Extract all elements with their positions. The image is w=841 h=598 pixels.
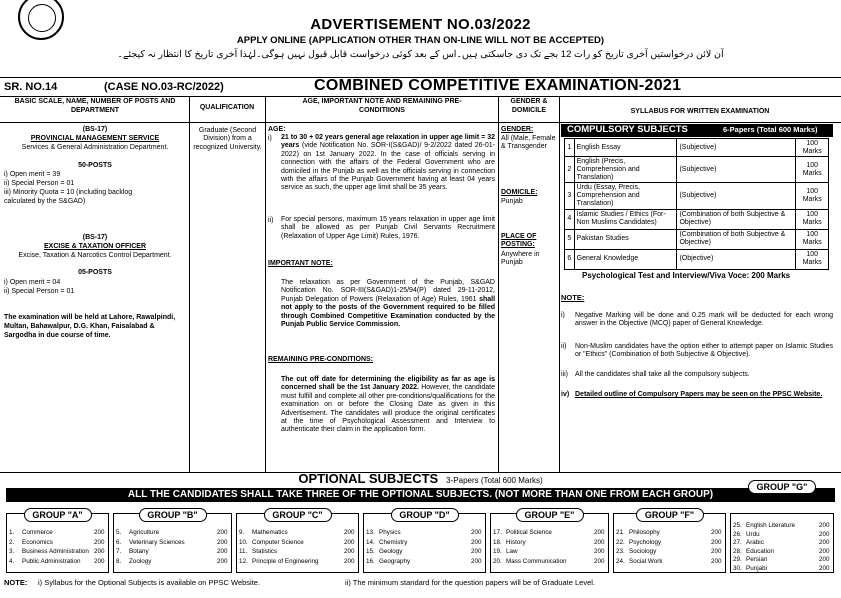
optional-subject-number: 16. [366,557,375,565]
subject-no: 2 [565,157,575,183]
gender-label: GENDER: [501,126,534,133]
optional-subject-name: Commerce [22,529,53,536]
optional-subject-marks: 200 [94,548,105,555]
subject-marks: 100 Marks [796,183,829,209]
compulsory-table [564,138,829,270]
optional-subject-name: Chemistry [379,538,408,546]
subject-name: Islamic Studies / Ethics (For-Non Muslims Candidates) [574,209,677,229]
optional-subject-number: 25. [733,522,742,529]
subject-no: 5 [565,229,575,249]
age-point-ii: For special persons, maximum 15 years relaxation in upper age limit shall be allowed as per Punjab Civil Servants Recruitment (Relaxation of Upper Age Limit) Rules, 1976. [281,216,495,240]
optional-subject-marks: 200 [819,522,830,529]
optional-subject-number: 11. [239,548,248,555]
subject-marks: 100 Marks [796,209,829,229]
optional-subject-name: Computer Science [252,538,304,546]
optional-subject-marks: 200 [819,530,830,538]
qualification-text: Graduate (Second Division) from a recognized University. [193,127,262,151]
post2-quota-1: i) Open merit = 04 [4,279,61,286]
subject-row [565,229,829,249]
post1-quota-2: ii) Special Person = 01 [4,180,75,187]
optional-subject-number: 30. [733,565,742,572]
optional-subject-name: Persian [746,556,768,564]
optional-subject-name: Physics [379,529,401,536]
syllabus-note-number: iv) [561,391,570,398]
subject-marks: 100 Marks [796,229,829,249]
subject-name: English Essay [574,139,677,157]
optional-subject-number: 24. [616,557,625,565]
age-point-i: 21 to 30 + 02 years general age relaxation in upper age limit = 32 years (vide Notification No. SOR-I(S&GAD)/ 9-2/2022 dated 26-01-2022) on 1st January 2022. In the case of officials serving in connection with the affairs of the Federal Government who are domiciled in the Punjab as well as the officials serving in connection with the affairs of the Punjab Government having at least 04 years service as such, the upper age limit shall be 35 years. [281,134,495,192]
optional-subject-name: Geology [379,548,403,555]
optional-subject-number: 28. [733,547,742,555]
optional-subject-marks: 200 [594,557,605,565]
psych-test: Psychological Test and Interview/Viva Voce: 200 Marks [582,271,791,280]
optional-subject-number: 2. [9,538,15,546]
subject-type: (Objective) [677,249,796,269]
optional-subject-marks: 200 [94,538,105,546]
optional-subject-number: 10. [239,538,248,546]
col-age: AGE, IMPORTANT NOTE AND REMAINING PRE-CONDITIIONS [302,98,462,114]
optional-subject-name: Zoology [129,557,152,565]
optional-subject-number: 14. [366,538,375,546]
optional-subject-marks: 200 [471,557,482,565]
subject-name: General Knowledge [574,249,677,269]
footer-note-i: i) Syllabus for the Optional Subjects is available on PPSC Website. [38,578,261,587]
optional-subject-name: Social Work [629,557,663,565]
syllabus-note-text: Non-Muslim candidates have the option either to attempt paper on Islamic Studies or "Ethics" (Combination of both Subjective & Objective). [575,343,833,359]
subject-name: Pakistan Studies [574,229,677,249]
optional-subject-number: 23. [616,548,625,555]
optional-subject-marks: 200 [711,529,722,536]
domicile-text: Punjab [501,198,523,205]
optional-subject-name: English Literature [746,522,796,529]
post1-quota-4: calculated by the S&GAD) [4,198,86,205]
subject-type: (Subjective) [677,183,796,209]
subject-row [565,139,829,157]
optional-subject-marks: 200 [217,529,228,536]
post1-count: 50-POSTS [78,162,112,169]
optional-subject-name: Sociology [629,548,657,555]
optional-subject-marks: 200 [819,565,830,572]
compulsory-label: COMPULSORY SUBJECTS [567,124,688,135]
optional-subject-marks: 200 [819,539,830,547]
optional-subject-marks: 200 [711,538,722,546]
optional-subject-marks: 200 [594,538,605,546]
optional-subject-number: 8. [116,557,122,565]
col-qualification: QUALIFICATION [199,104,255,111]
post1-name: PROVINCIAL MANAGEMENT SERVICE [30,135,160,142]
optional-subject-number: 3. [9,548,15,555]
urdu-notice: آن لائن درخواستیں آخری تاریخ کو رات 12 بجے تک دی جاسکتی ہیں۔اس کے بعد کوئی درخواست قابل قبول نہیں ہوگی۔لہٰذا آخری تاریخ کا انتظار نہ کیجئے۔ [117,49,724,60]
syllabus-note-number: iii) [561,371,568,378]
optional-subject-number: 17. [493,529,502,536]
post1-quota-3: iii) Minority Quota = 10 (including backlog [4,189,133,196]
subject-no: 3 [565,183,575,209]
age-label: AGE: [268,126,286,133]
post2-quota-2: ii) Special Person = 01 [4,288,75,295]
optional-subject-number: 27. [733,539,742,547]
optional-subject-name: Political Science [506,529,552,536]
optional-subject-number: 13. [366,529,375,536]
optional-subject-marks: 200 [471,548,482,555]
optional-subject-marks: 200 [217,557,228,565]
optional-subject-name: Public Administration [22,557,81,565]
optional-subject-marks: 200 [594,548,605,555]
footer-note-label: NOTE: [4,578,28,587]
optional-subject-marks: 200 [471,538,482,546]
optional-subject-marks: 200 [217,538,228,546]
optional-instruction: ALL THE CANDIDATES SHALL TAKE THREE OF THE OPTIONAL SUBJECTS. (NOT MORE THAN ONE FROM EACH GROUP) [6,488,835,502]
optional-subject-number: 5. [116,529,122,536]
subject-name: English (Precis, Comprehension and Translation) [574,157,677,183]
subject-row [565,157,829,183]
subject-marks: 100 Marks [796,139,829,157]
col-syllabus: SYLLABUS FOR WRITTEN EXAMINATION [630,108,770,115]
optional-subject-name: Botany [129,548,149,555]
apply-online-notice: APPLY ONLINE (APPLICATION OTHER THAN ON-LINE WILL NOT BE ACCEPTED) [236,35,605,46]
optional-group-title: GROUP "C" [264,508,332,522]
syllabus-note-label: NOTE: [561,293,585,302]
optional-subject-marks: 200 [217,548,228,555]
place-text: Anywhere in Punjab [501,251,540,267]
optional-group-title: GROUP "B" [139,508,207,522]
col-basic-scale: BASIC SCALE, NAME, NUMBER OF POSTS AND DEPARTMENT [14,98,176,114]
advertisement-title: ADVERTISEMENT NO.03/2022 [310,16,531,33]
place-label: PLACE OF POSTING: [501,233,537,249]
optional-subject-name: Philosophy [629,529,660,536]
subject-no: 1 [565,139,575,157]
post2-department: Excise, Taxation & Narcotics Control Department. [18,252,172,259]
optional-subject-marks: 200 [471,529,482,536]
optional-subject-name: Mass Communication [506,557,567,565]
optional-subject-name: Education [746,547,775,555]
optional-subject-number: 6. [116,538,122,546]
optional-subject-number: 4. [9,557,15,565]
syllabus-note-number: i) [561,312,565,319]
optional-subject-name: Law [506,548,518,555]
optional-subject-number: 9. [239,529,245,536]
compulsory-bar [561,124,833,137]
optional-subject-name: Psychology [629,538,662,546]
post2-scale: (BS-17) [82,234,108,241]
post1-department: Services & General Administration Department. [21,144,169,151]
subject-row [565,183,829,209]
optional-subject-name: Mathematics [252,529,288,536]
subject-type: (Subjective) [677,139,796,157]
optional-subject-number: 7. [116,548,122,555]
post2-name: EXCISE & TAXATION OFFICER [43,243,147,250]
subject-type: (Combination of both Subjective & Objective) [677,229,796,249]
footer-note-ii: ii) The minimum standard for the question papers will be of Graduate Level. [345,578,595,587]
optional-subject-name: Statistics [252,548,278,555]
optional-subject-number: 18. [493,538,502,546]
post1-quota-1: i) Open merit = 39 [4,171,61,178]
syllabus-note-number: ii) [561,343,567,350]
optional-subject-marks: 200 [344,557,355,565]
optional-group-title: GROUP "F" [636,508,704,522]
important-note-label: IMPORTANT NOTE: [268,260,333,267]
optional-subject-marks: 200 [819,556,830,564]
optional-subject-marks: 200 [344,529,355,536]
optional-subject-name: Urdu [746,530,760,538]
optional-subject-number: 19. [493,548,502,555]
optional-title: OPTIONAL SUBJECTS [298,471,439,486]
optional-subject-marks: 200 [344,548,355,555]
subject-type: (Subjective) [677,157,796,183]
optional-subject-number: 15. [366,548,375,555]
optional-subject-marks: 200 [711,557,722,565]
compulsory-papers: 6-Papers (Total 600 Marks) [723,125,818,134]
optional-subject-marks: 200 [94,529,105,536]
advertisement-page: ADVERTISEMENT NO.03/2022 APPLY ONLINE (APPLICATION OTHER THAN ON-LINE WILL NOT BE ACCEPTED) آن لائن درخواستیں آخری تاریخ کو رات 12 بجے تک دی جاسکتی ہیں۔اس کے بعد کوئی درخواست قابل قبول نہیں ہوگی۔لہٰذا آخری تاریخ کا انتظار نہ کیجئے۔ SR. NO.14 (CASE NO.03-RC/2022) COMBINED COMPETITIVE EXAMINATION-2021 BASIC SCALE, NAME, NUMBER OF POSTS AND DEPARTMENT QUALIFICATION AGE, IMPORTANT NOTE AND REMAINING PRE-CONDITIIONS GENDER & DOMICILE SYLLABUS FOR WRITTEN EXAMINATION (BS-17) PROVINCIAL MANAGEMENT SERVICE Services & General Administration Department. 50-POSTS i) Open merit = 39 ii) Special Person = 01 iii) Minority Quota = 10 (including backlog calculated by the S&GAD) (BS-17) EXCISE & TAXATION OFFICER Excise, Taxation & Narcotics Control Department. 05-POSTS i) Open merit = 04 ii) Special Person = 01 The examination will be held at Lahore, Rawalpindi, Multan, Bahawalpur, D.G. Khan, Faisalabad & Sargodha in due course of time. Graduate (Second Division) from a recognized University. AGE: i) 21 to 30 + 02 years general age relaxation in upper age limit = 32 years (vide Notification No. SOR-I(S&GAD)/ 9-2/2022 dated 26-01-2022) on 1st January 2022. In the case of officials serving in connection with the affairs of the Federal Government who are domiciled in the Punjab as well as the officials serving in connection with the affairs of the Punjab Government having at least 04 years service as such, the upper age limit shall be 35 years. ii) For special persons, maximum 15 years relaxation in upper age limit shall be allowed as per Punjab Civil Servants Recruitment (Relaxation of Upper Age Limit) Rules, 1976. IMPORTANT NOTE: The relaxation as per Government of the Punjab, S&GAD Notification No. SOR-III(S&GAD)1-25/94(P) dated 29-11-2012, Punjab Delegation of Powers (Relaxation of Age) Rules, 1961 shall not apply to the posts of the Government required to be filled through Combined Competitive Examination conducted by the Punjab Public Service Commission. REMAINING PRE-CONDITIONS: The cut off date for determining the eligibility as far as age is concerned shall be the 1st January 2022. However, the candidate must fulfill and complete all other pre-conditions/qualifications for the examination on or before the Closing Date as given in this Advertisement. The candidates will produce the original certificates at the time of Psychological Assessment and Interview to authenticate their claim in the application form. GENDER: All (Male, Female & Transgender DOMICILE: Punjab PLACE OF POSTING: Anywhere in Punjab COMPULSORY SUBJECTS 6-Papers (Total 600 Marks) 1 English Essay (Subjective) 100 Marks 2 English (Precis, Comprehension and Translation) (Subjective) 100 Marks 3 Urdu (Essay, Precis, Comprehension and Translation) (Subjective) 100 Marks 4 Islamic Studies / Ethics (For-Non Muslims Candidates) (Combination of both Subjective & Objective) 100 Marks 5 Pakistan Studies (Combination of both Subjective & Objective) 100 Marks 6 General Knowledge (Objective) 100 Marks Psychological Test and Interview/Viva Voce: 200 Marks NOTE: i) Negative Marking will be done and 0.25 mark will be deducted for each wrong answer in the Objective (MCQ) paper of General Knowledge. ii) Non-Muslim candidates have the option either to attempt paper on Islamic Studies or "Ethics" (Combination of both Subjective & Objective). iii) All the candidates shall take all the compulsory subjects. iv) Detailed outline of Compulsory Papers may be seen on the PPSC Website. OPTIONAL SUBJECTS 3-Papers (Total 600 Marks) ALL THE CANDIDATES SHALL TAKE THREE OF THE OPTIONAL SUBJECTS. (NOT MORE THAN ONE FROM EACH GROUP) GROUP "A" 1. Commerce 200 2. Economics 200 3. Business Administration 200 4. Public Administration 200 GROUP "B" 5. Agriculture 200 6. Veterinary Sciences 200 7. Botany 200 8. Zoology 200 GROUP "C" 9. Mathematics 200 10. Computer Science 200 11. Statistics 200 12. Principle of Engineering 200 GROUP "D" 13. Physics 200 14. Chemistry 200 15. Geology 200 16. Geography 200 GROUP "E" 17. Political Science 200 18. History 200 19. Law 200 20. Mass Communication 200 GROUP "F" 21. Philosophy 200 22. Psychology 200 23. Sociology 200 24. Social Work 200 GROUP "G" 25. English Literature 200 26. Urdu 200 27. Arabic 200 28. Education 200 29. Persian 200 30. Punjabi 200 NOTE: i) Syllabus for the Optional Subjects is available on PPSC Website. ii) The minimum standard for the question papers will be of Graduate Level. [0,0,841,598]
optional-subject-marks: 200 [94,557,105,565]
syllabus-note-text: Detailed outline of Compulsory Papers may be seen on the PPSC Website. [575,391,823,398]
subject-type: (Combination of both Subjective & Objective) [677,209,796,229]
domicile-label: DOMICILE: [501,189,538,196]
optional-subject-name: Punjabi [746,565,768,572]
optional-subject-name: Geography [379,557,411,565]
subject-row [565,249,829,269]
optional-subject-name: History [506,538,526,546]
optional-subject-number: 12. [239,557,248,565]
important-note-text: The relaxation as per Government of the Punjab, S&GAD Notification No. SOR-III(S&GAD)1-25/94(P) dated 29-11-2012, Punjab Delegation of Powers (Relaxation of Age) Rules, 1961 shall not apply to the posts of the Government required to be filled through Combined Competitive Examination conducted by the Punjab Public Service Commission. [281,279,496,328]
optional-group-title: GROUP "G" [748,480,816,494]
case-number: (CASE NO.03-RC/2022) [104,81,224,93]
exam-title: COMBINED COMPETITIVE EXAMINATION-2021 [314,77,682,94]
subject-no: 4 [565,209,575,229]
optional-subject-name: Economics [22,538,53,546]
optional-subject-marks: 200 [594,529,605,536]
subject-marks: 100 Marks [796,157,829,183]
optional-group-title: GROUP "A" [24,508,92,522]
col-gender: GENDER & DOMICILE [510,98,548,114]
optional-subject-number: 29. [733,556,742,564]
optional-subject-marks: 200 [711,548,722,555]
optional-title-row [0,472,841,487]
optional-subject-marks: 200 [344,538,355,546]
gender-text: All (Male, Female & Transgender [501,135,556,151]
optional-subject-number: 26. [733,530,742,538]
subject-row [565,209,829,229]
subject-no: 6 [565,249,575,269]
subject-marks: 100 Marks [796,249,829,269]
remaining-label: REMAINING PRE-CONDITIONS: [268,356,373,363]
post1-scale: (BS-17) [82,126,108,133]
syllabus-note-text: Negative Marking will be done and 0.25 mark will be deducted for each wrong answer in the Objective (MCQ) paper of General Knowledge. [575,312,833,328]
post2-count: 05-POSTS [78,269,112,276]
subject-name: Urdu (Essay, Precis, Comprehension and Translation) [574,183,677,209]
serial-number: SR. NO.14 [4,81,58,93]
optional-subject-number: 21. [616,529,625,536]
optional-subject-name: Agriculture [129,529,160,536]
optional-subject-name: Arabic [746,539,764,547]
optional-subject-name: Veterinary Sciences [129,538,185,546]
optional-subject-number: 22. [616,538,625,546]
optional-subject-marks: 200 [819,547,830,555]
syllabus-note-text: All the candidates shall take all the compulsory subjects. [575,371,750,378]
exam-centres: The examination will be held at Lahore, Rawalpindi, Multan, Bahawalpur, D.G. Khan, Faisalabad & Sargodha in due course of time. [4,314,176,340]
optional-subject-number: 1. [9,529,15,536]
optional-subject-name: Principle of Engineering [252,557,319,565]
optional-group-title: GROUP "E" [516,508,584,522]
optional-papers: 3-Papers (Total 600 Marks) [446,476,543,485]
optional-group-title: GROUP "D" [391,508,459,522]
remaining-text: The cut off date for determining the eligibility as far as age is concerned shall be the 1st January 2022. However, the candidate must fulfill and complete all other pre-conditions/qualifications for the examination on or before the Closing Date as given in this Advertisement. The candidates will produce the original certificates at the time of Psychological Assessment and Interview to authenticate their claim in the application form. [281,376,495,434]
optional-subject-name: Business Administration [22,548,89,555]
optional-subject-number: 20. [493,557,502,565]
